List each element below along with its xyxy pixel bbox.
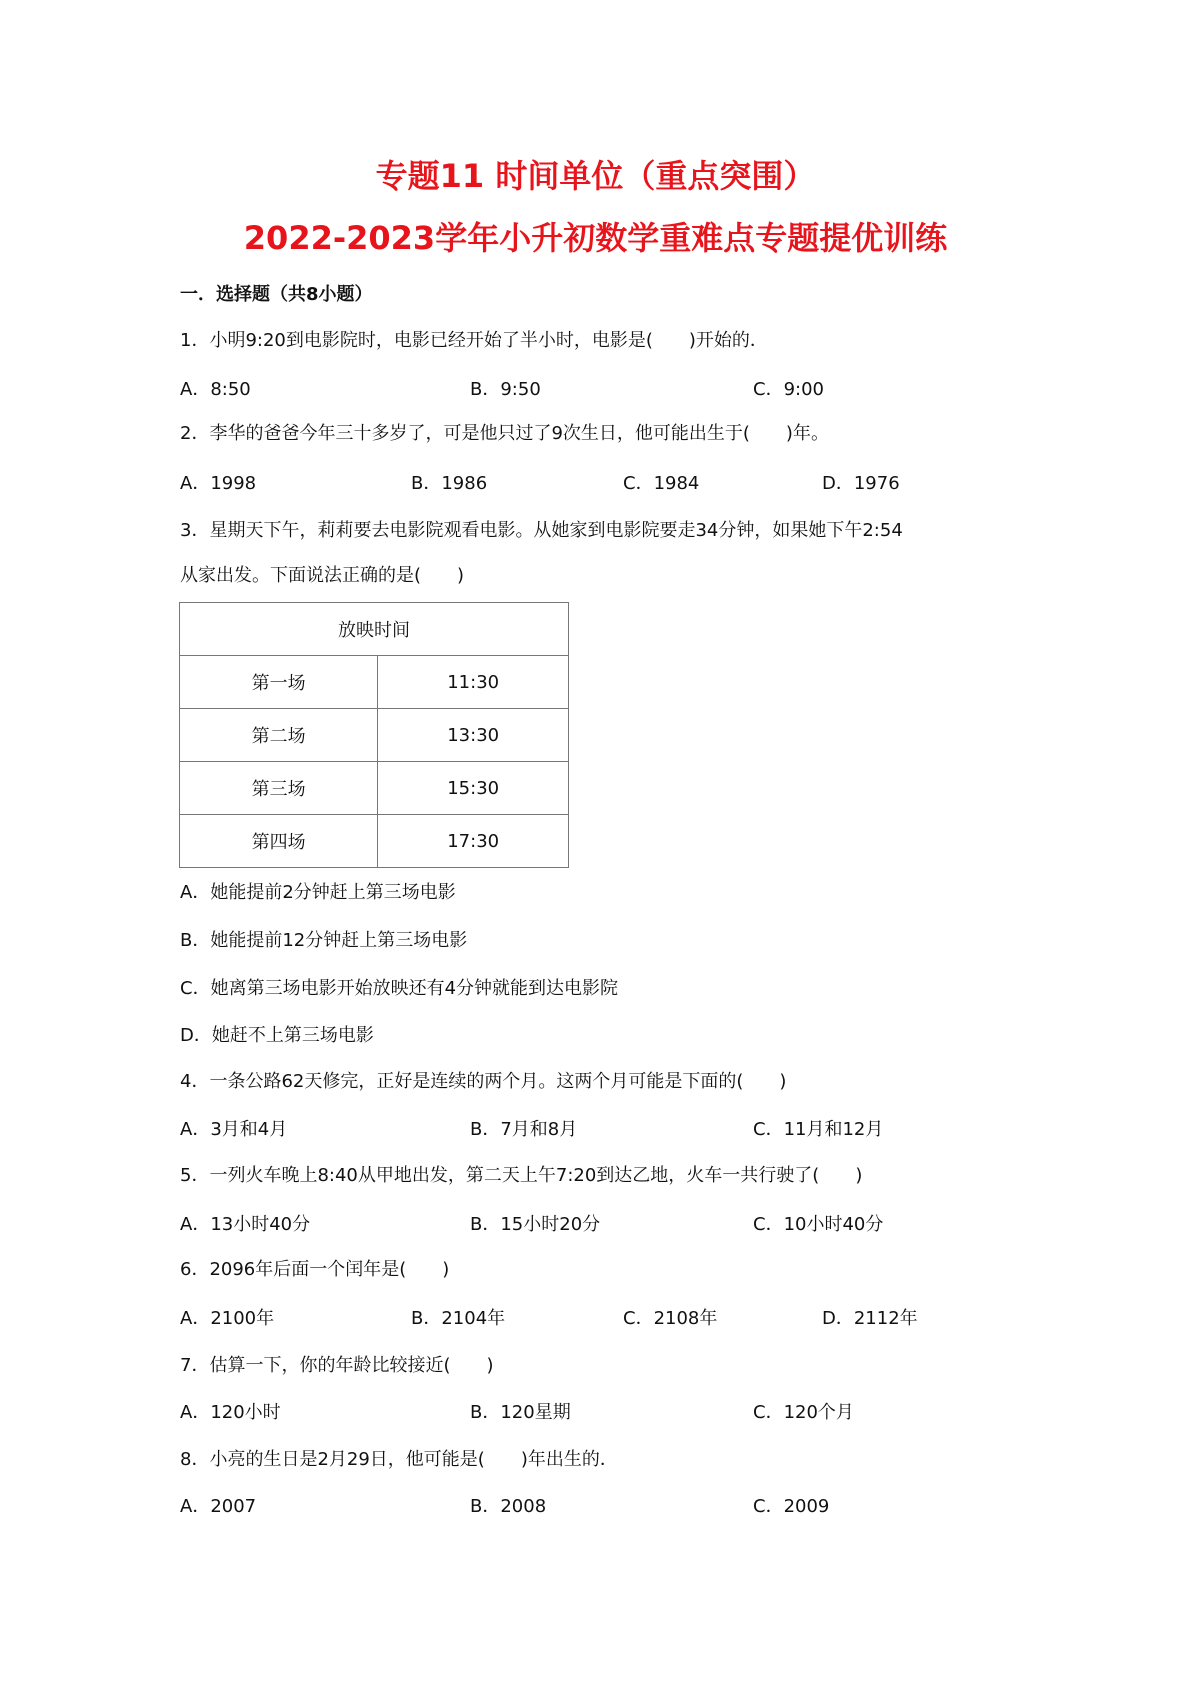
table-row bbox=[180, 656, 569, 709]
session-time: 11:30 bbox=[378, 656, 569, 709]
q8-stem: 8．小亮的生日是2月29日，他可能是( )年出生的． bbox=[180, 1449, 618, 1470]
session-name: 第四场 bbox=[180, 815, 378, 868]
q3-option-b: B．她能提前12分钟赶上第三场电影 bbox=[180, 930, 468, 951]
q4-option-c: C．11月和12月 bbox=[753, 1119, 884, 1140]
q8-option-a: A．2007 bbox=[180, 1496, 257, 1517]
q6-stem: 6．2096年后面一个闰年是( ) bbox=[180, 1259, 450, 1280]
q4-option-a: A．3月和4月 bbox=[180, 1119, 288, 1140]
q4-option-b: B．7月和8月 bbox=[470, 1119, 578, 1140]
q3-option-d: D．她赶不上第三场电影 bbox=[180, 1025, 374, 1046]
session-time: 13:30 bbox=[378, 709, 569, 762]
title-line-2: 2022-2023学年小升初数学重难点专题提优训练 bbox=[243, 219, 948, 257]
q1-option-c: C．9:00 bbox=[753, 379, 824, 400]
q7-option-c: C．120个月 bbox=[753, 1402, 854, 1423]
q7-option-a: A．120小时 bbox=[180, 1402, 281, 1423]
q7-stem: 7．估算一下，你的年龄比较接近( ) bbox=[180, 1355, 494, 1376]
table-row bbox=[180, 709, 569, 762]
q5-option-c: C．10小时40分 bbox=[753, 1214, 884, 1235]
q1-stem: 1．小明9:20到电影院时，电影已经开始了半小时，电影是( )开始的． bbox=[180, 330, 768, 351]
q6-option-c: C．2108年 bbox=[623, 1308, 718, 1329]
session-time: 15:30 bbox=[378, 762, 569, 815]
q2-option-b: B．1986 bbox=[411, 473, 488, 494]
q5-stem: 5．一列火车晚上8:40从甲地出发，第二天上午7:20到达乙地，火车一共行驶了( ) bbox=[180, 1165, 863, 1186]
session-name: 第一场 bbox=[180, 656, 378, 709]
q1-option-a: A．8:50 bbox=[180, 379, 251, 400]
q2-option-c: C．1984 bbox=[623, 473, 700, 494]
q3-stem-line1: 3．星期天下午，莉莉要去电影院观看电影。从她家到电影院要走34分钟，如果她下午2:54 bbox=[180, 520, 903, 541]
session-time: 17:30 bbox=[378, 815, 569, 868]
q6-option-d: D．2112年 bbox=[822, 1308, 918, 1329]
q6-option-b: B．2104年 bbox=[411, 1308, 506, 1329]
q7-option-b: B．120星期 bbox=[470, 1402, 571, 1423]
q6-option-a: A．2100年 bbox=[180, 1308, 275, 1329]
title-line-1: 专题11 时间单位（重点突围） bbox=[375, 157, 816, 195]
q1-option-b: B．9:50 bbox=[470, 379, 541, 400]
schedule-header: 放映时间 bbox=[180, 603, 569, 656]
q8-option-c: C．2009 bbox=[753, 1496, 830, 1517]
q2-option-d: D．1976 bbox=[822, 473, 900, 494]
table-row bbox=[180, 815, 569, 868]
q3-option-a: A．她能提前2分钟赶上第三场电影 bbox=[180, 882, 456, 903]
q3-stem-line2: 从家出发。下面说法正确的是( ) bbox=[180, 565, 465, 586]
schedule-table bbox=[179, 602, 569, 868]
section-heading: 一．选择题（共8小题） bbox=[180, 284, 373, 305]
q3-option-c: C．她离第三场电影开始放映还有4分钟就能到达电影院 bbox=[180, 978, 619, 999]
q8-option-b: B．2008 bbox=[470, 1496, 547, 1517]
q5-option-a: A．13小时40分 bbox=[180, 1214, 311, 1235]
table-row bbox=[180, 762, 569, 815]
q5-option-b: B．15小时20分 bbox=[470, 1214, 601, 1235]
q4-stem: 4．一条公路62天修完，正好是连续的两个月。这两个月可能是下面的( ) bbox=[180, 1071, 787, 1092]
q2-option-a: A．1998 bbox=[180, 473, 257, 494]
session-name: 第二场 bbox=[180, 709, 378, 762]
q2-stem: 2．李华的爸爸今年三十多岁了，可是他只过了9次生日，他可能出生于( )年。 bbox=[180, 423, 829, 444]
session-name: 第三场 bbox=[180, 762, 378, 815]
